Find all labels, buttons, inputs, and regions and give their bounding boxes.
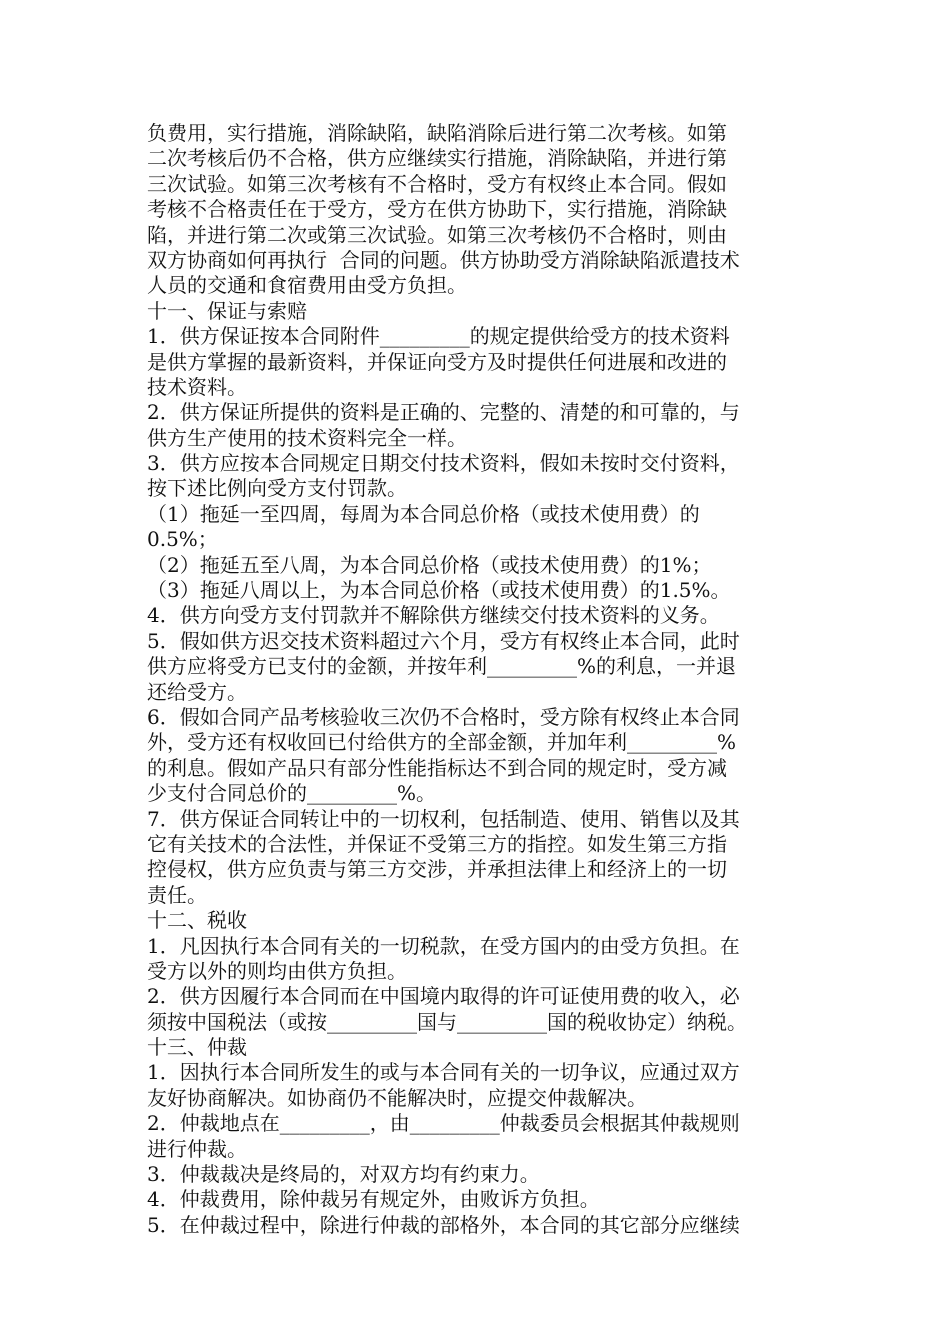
text-line: 进行仲裁。 [147,1136,247,1161]
text-line: 3．仲裁裁决是终局的，对双方均有约束力。 [147,1162,540,1187]
text-line: 2．供方保证所提供的资料是正确的、完整的、清楚的和可靠的，与 [147,400,740,425]
text-line: 十三、仲裁 [147,1035,247,1060]
text-line: 二次考核后仍不合格，供方应继续实行措施，消除缺陷，并进行第 [147,146,727,171]
text-line: 1．凡因执行本合同有关的一切税款，在受方国内的由受方负担。在 [147,933,740,958]
text-line: 3．供方应按本合同规定日期交付技术资料，假如未按时交付资料， [147,451,740,476]
text-line: 十一、保证与索赔 [147,298,307,323]
text-line: 2．供方因履行本合同而在中国境内取得的许可证使用费的收入，必 [147,984,740,1009]
text-line: 还给受方。 [147,679,247,704]
text-line: 十二、税收 [147,908,247,933]
text-line: 2．仲裁地点在_________，由_________仲裁委员会根据其仲裁规则 [147,1111,740,1136]
document-body [147,121,811,1238]
text-line: 6．假如合同产品考核验收三次仍不合格时，受方除有权终止本合同 [147,704,740,729]
text-line: 是供方掌握的最新资料，并保证向受方及时提供任何进展和改进的 [147,349,727,374]
text-line: 4．供方向受方支付罚款并不解除供方继续交付技术资料的义务。 [147,603,720,628]
text-line: 5．在仲裁过程中，除进行仲裁的部格外，本合同的其它部分应继续 [147,1212,740,1237]
text-line: 受方以外的则均由供方负担。 [147,958,407,983]
text-line: 人员的交通和食宿费用由受方负担。 [147,273,467,298]
text-line: 控侵权，供方应负责与第三方交涉，并承担法律上和经济上的一切 [147,857,727,882]
text-line: 双方协商如何再执行 合同的问题。供方协助受方消除缺陷派遣技术 [147,247,740,272]
text-line: 1．因执行本合同所发生的或与本合同有关的一切争议，应通过双方 [147,1060,740,1085]
text-line: 7．供方保证合同转让中的一切权利，包括制造、使用、销售以及其 [147,806,740,831]
text-line: 技术资料。 [147,374,247,399]
text-line: 0.5%； [147,527,218,552]
text-line: 须按中国税法（或按_________国与_________国的税收协定）纳税。 [147,1009,747,1034]
text-line: 它有关技术的合法性，并保证不受第三方的指控。如发生第三方指 [147,831,727,856]
text-line: （2）拖延五至八周，为本合同总价格（或技术使用费）的1%； [147,552,712,577]
text-line: 考核不合格责任在于受方，受方在供方协助下，实行措施，消除缺 [147,197,727,222]
text-line: 责任。 [147,882,207,907]
text-line: 陷，并进行第二次或第三次试验。如第三次考核仍不合格时，则由 [147,222,727,247]
text-line: 1．供方保证按本合同附件_________的规定提供给受方的技术资料 [147,324,730,349]
text-line: 负费用，实行措施，消除缺陷，缺陷消除后进行第二次考核。如第 [147,121,727,145]
text-line: 供方应将受方已支付的金额，并按年利_________%的利息，一并退 [147,654,737,679]
text-line: （1）拖延一至四周，每周为本合同总价格（或技术使用费）的 [147,501,700,526]
text-line: 供方生产使用的技术资料完全一样。 [147,425,467,450]
text-line: 按下述比例向受方支付罚款。 [147,476,407,501]
text-line: 5．假如供方迟交技术资料超过六个月，受方有权终止本合同，此时 [147,628,740,653]
text-line: 的利息。假如产品只有部分性能指标达不到合同的规定时，受方减 [147,755,727,780]
text-line: 少支付合同总价的_________%。 [147,781,437,806]
text-line: （3）拖延八周以上，为本合同总价格（或技术使用费）的1.5%。 [147,578,731,603]
text-line: 三次试验。如第三次考核有不合格时，受方有权终止本合同。假如 [147,171,727,196]
text-line: 外，受方还有权收回已付给供方的全部金额，并加年利_________% [147,730,737,755]
text-line: 4．仲裁费用，除仲裁另有规定外，由败诉方负担。 [147,1187,600,1212]
text-line: 友好协商解决。如协商仍不能解决时，应提交仲裁解决。 [147,1085,647,1110]
